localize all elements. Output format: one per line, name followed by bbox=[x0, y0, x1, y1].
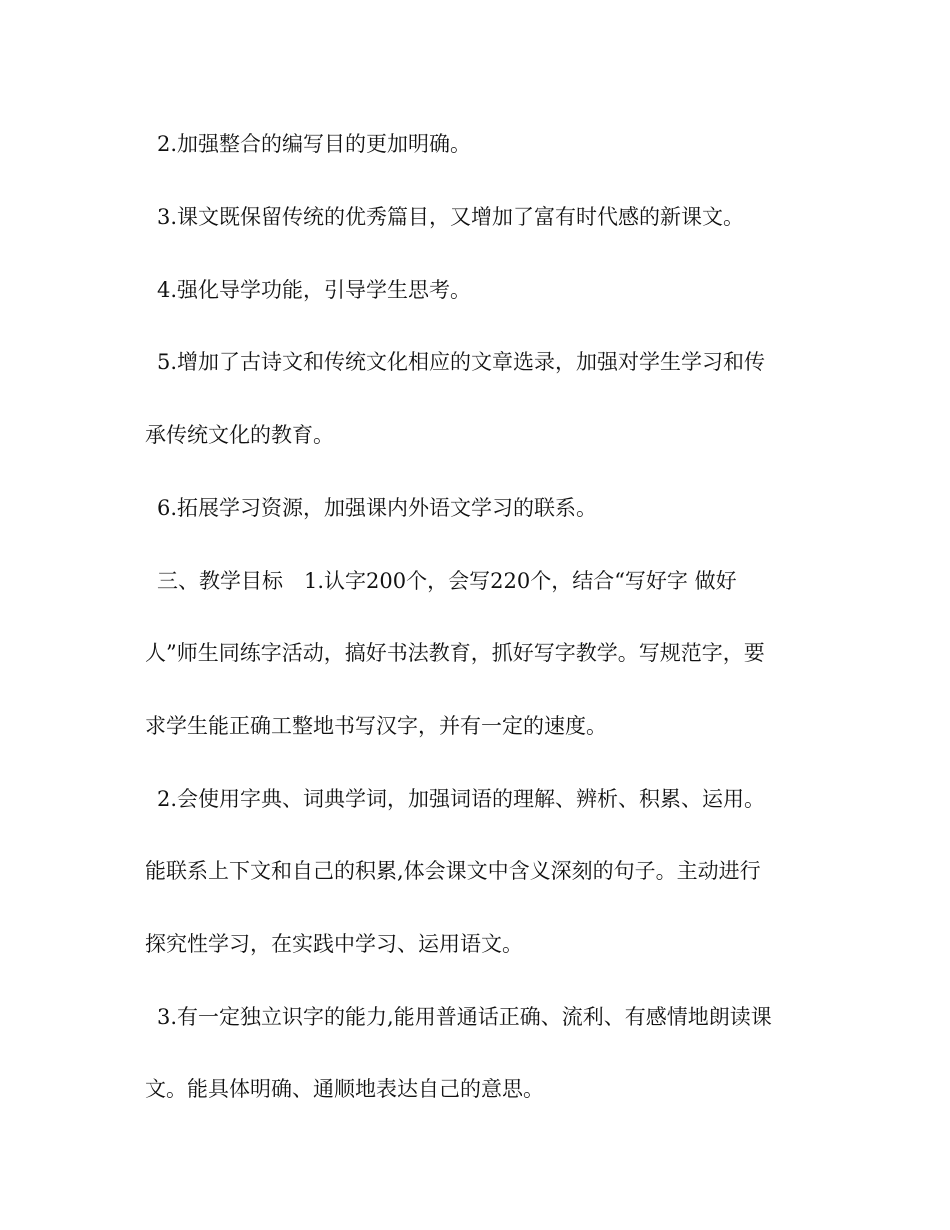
text-line: 承传统文化的教育。 bbox=[145, 423, 334, 447]
text-line: 2.加强整合的编写目的更加明确。 bbox=[157, 132, 472, 156]
text-line: 6.拓展学习资源，加强课内外语文学习的联系。 bbox=[157, 496, 598, 520]
text-line: 文。能具体明确、通顺地表达自己的意思。 bbox=[145, 1077, 544, 1101]
text-line: 人”师生同练字活动，搞好书法教育，抓好写字教学。写规范字，要 bbox=[145, 641, 765, 665]
text-line: 3.有一定独立识字的能力,能用普通话正确、流利、有感情地朗读课 bbox=[157, 1005, 772, 1029]
text-line: 求学生能正确工整地书写汉字，并有一定的速度。 bbox=[145, 714, 607, 738]
text-line: 探究性学习，在实践中学习、运用语文。 bbox=[145, 932, 523, 956]
text-line: 4.强化导学功能，引导学生思考。 bbox=[157, 278, 472, 302]
text-line: 能联系上下文和自己的积累,体会课文中含义深刻的句子。主动进行 bbox=[145, 859, 761, 883]
text-line: 3.课文既保留传统的优秀篇目，又增加了富有时代感的新课文。 bbox=[157, 205, 745, 229]
text-line: 三、教学目标 1.认字200个，会写220个，结合“写好字 做好 bbox=[157, 569, 737, 593]
text-line: 2.会使用字典、词典学词，加强词语的理解、辨析、积累、运用。 bbox=[157, 787, 766, 811]
text-line: 5.增加了古诗文和传统文化相应的文章选录，加强对学生学习和传 bbox=[157, 350, 766, 374]
